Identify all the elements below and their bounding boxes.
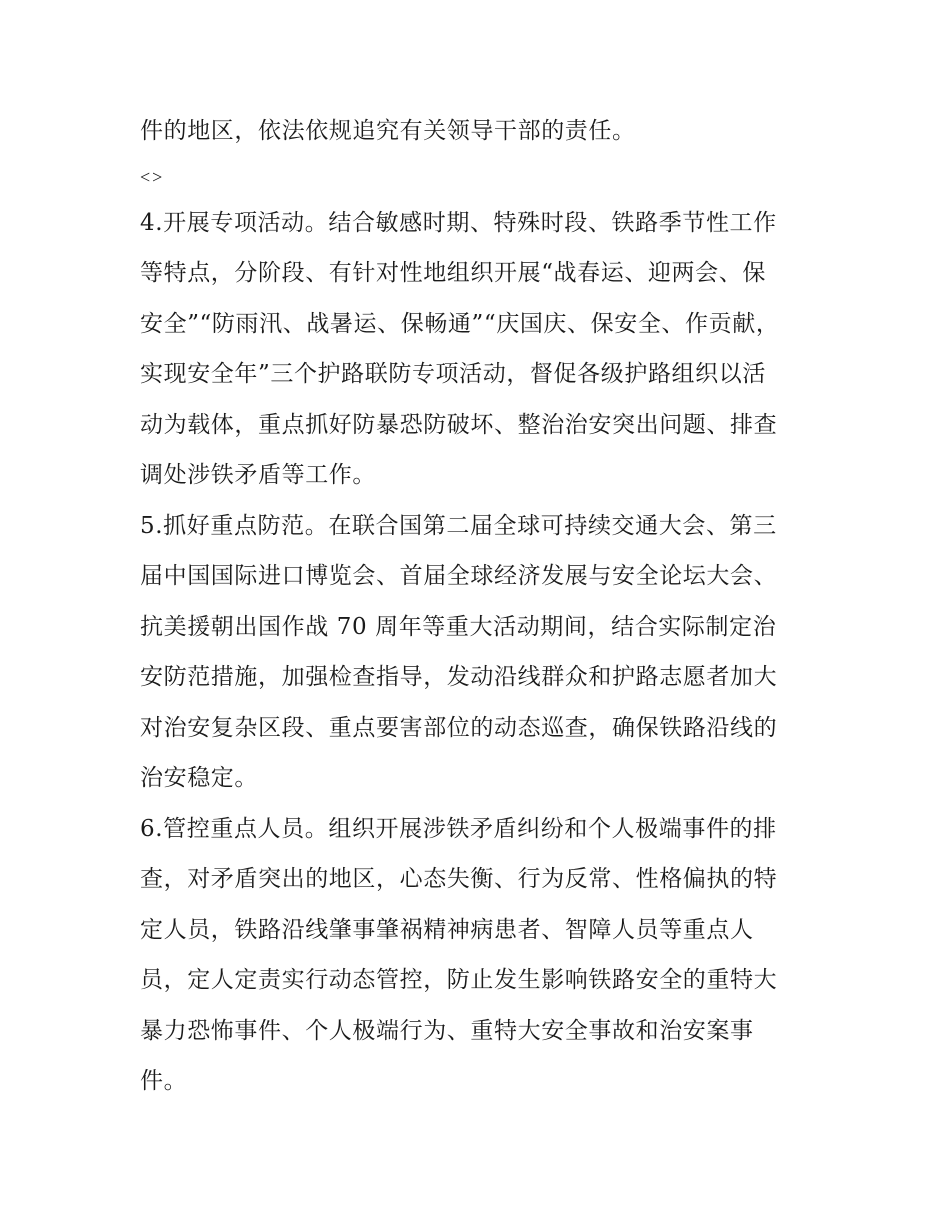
text-line: 安防范措施，加强检查指导，发动沿线群众和护路志愿者加大 — [140, 664, 778, 690]
text-line: 安全”“防雨汛、战暑运、保畅通”“庆国庆、保安全、作贡献， — [140, 310, 780, 337]
text-line: 4.开展专项活动。结合敏感时期、特殊时段、铁路季节性工作 — [140, 209, 777, 236]
text-line: 实现安全年”三个护路联防专项活动，督促各级护路组织以活 — [140, 361, 766, 387]
text-line: 对治安复杂区段、重点要害部位的动态巡查，确保铁路沿线的 — [140, 714, 778, 741]
text-line: 调处涉铁矛盾等工作。 — [140, 462, 376, 488]
text-line: 员，定人定责实行动态管控，防止发生影响铁路安全的重特大 — [140, 967, 778, 993]
text-line: 件。 — [140, 1068, 188, 1094]
text-line: 5.抓好重点防范。在联合国第二届全球可持续交通大会、第三 — [140, 512, 777, 539]
paragraph-item-5 — [140, 501, 816, 804]
text-line: 抗美援朝出国作战 70 周年等重大活动期间，结合实际制定治 — [140, 613, 777, 640]
text-line: 动为载体，重点抓好防暴恐防破坏、整治治安突出问题、排查 — [140, 411, 778, 438]
marker-text: <> — [140, 166, 165, 187]
text-line: 等特点，分阶段、有针对性地组织开展“战春运、迎两会、保 — [140, 260, 766, 286]
document-body — [140, 106, 816, 1107]
text-line: 届中国国际进口博览会、首届全球经济发展与安全论坛大会、 — [140, 563, 778, 589]
paragraph-item-6 — [140, 804, 816, 1107]
text-line: 暴力恐怖事件、个人极端行为、重特大安全事故和治安案事 — [140, 1017, 754, 1044]
paragraph-item-4 — [140, 198, 816, 501]
intro-paragraph — [140, 106, 816, 157]
text-line: 查，对矛盾突出的地区，心态失衡、行为反常、性格偏执的特 — [140, 866, 778, 892]
text-line: 定人员，铁路沿线肇事肇祸精神病患者、智障人员等重点人 — [140, 916, 754, 943]
text-line: 件的地区，依法依规追究有关领导干部的责任。 — [140, 118, 636, 144]
text-line: 治安稳定。 — [140, 765, 258, 791]
text-line: 6.管控重点人员。组织开展涉铁矛盾纠纷和个人极端事件的排 — [140, 815, 777, 842]
